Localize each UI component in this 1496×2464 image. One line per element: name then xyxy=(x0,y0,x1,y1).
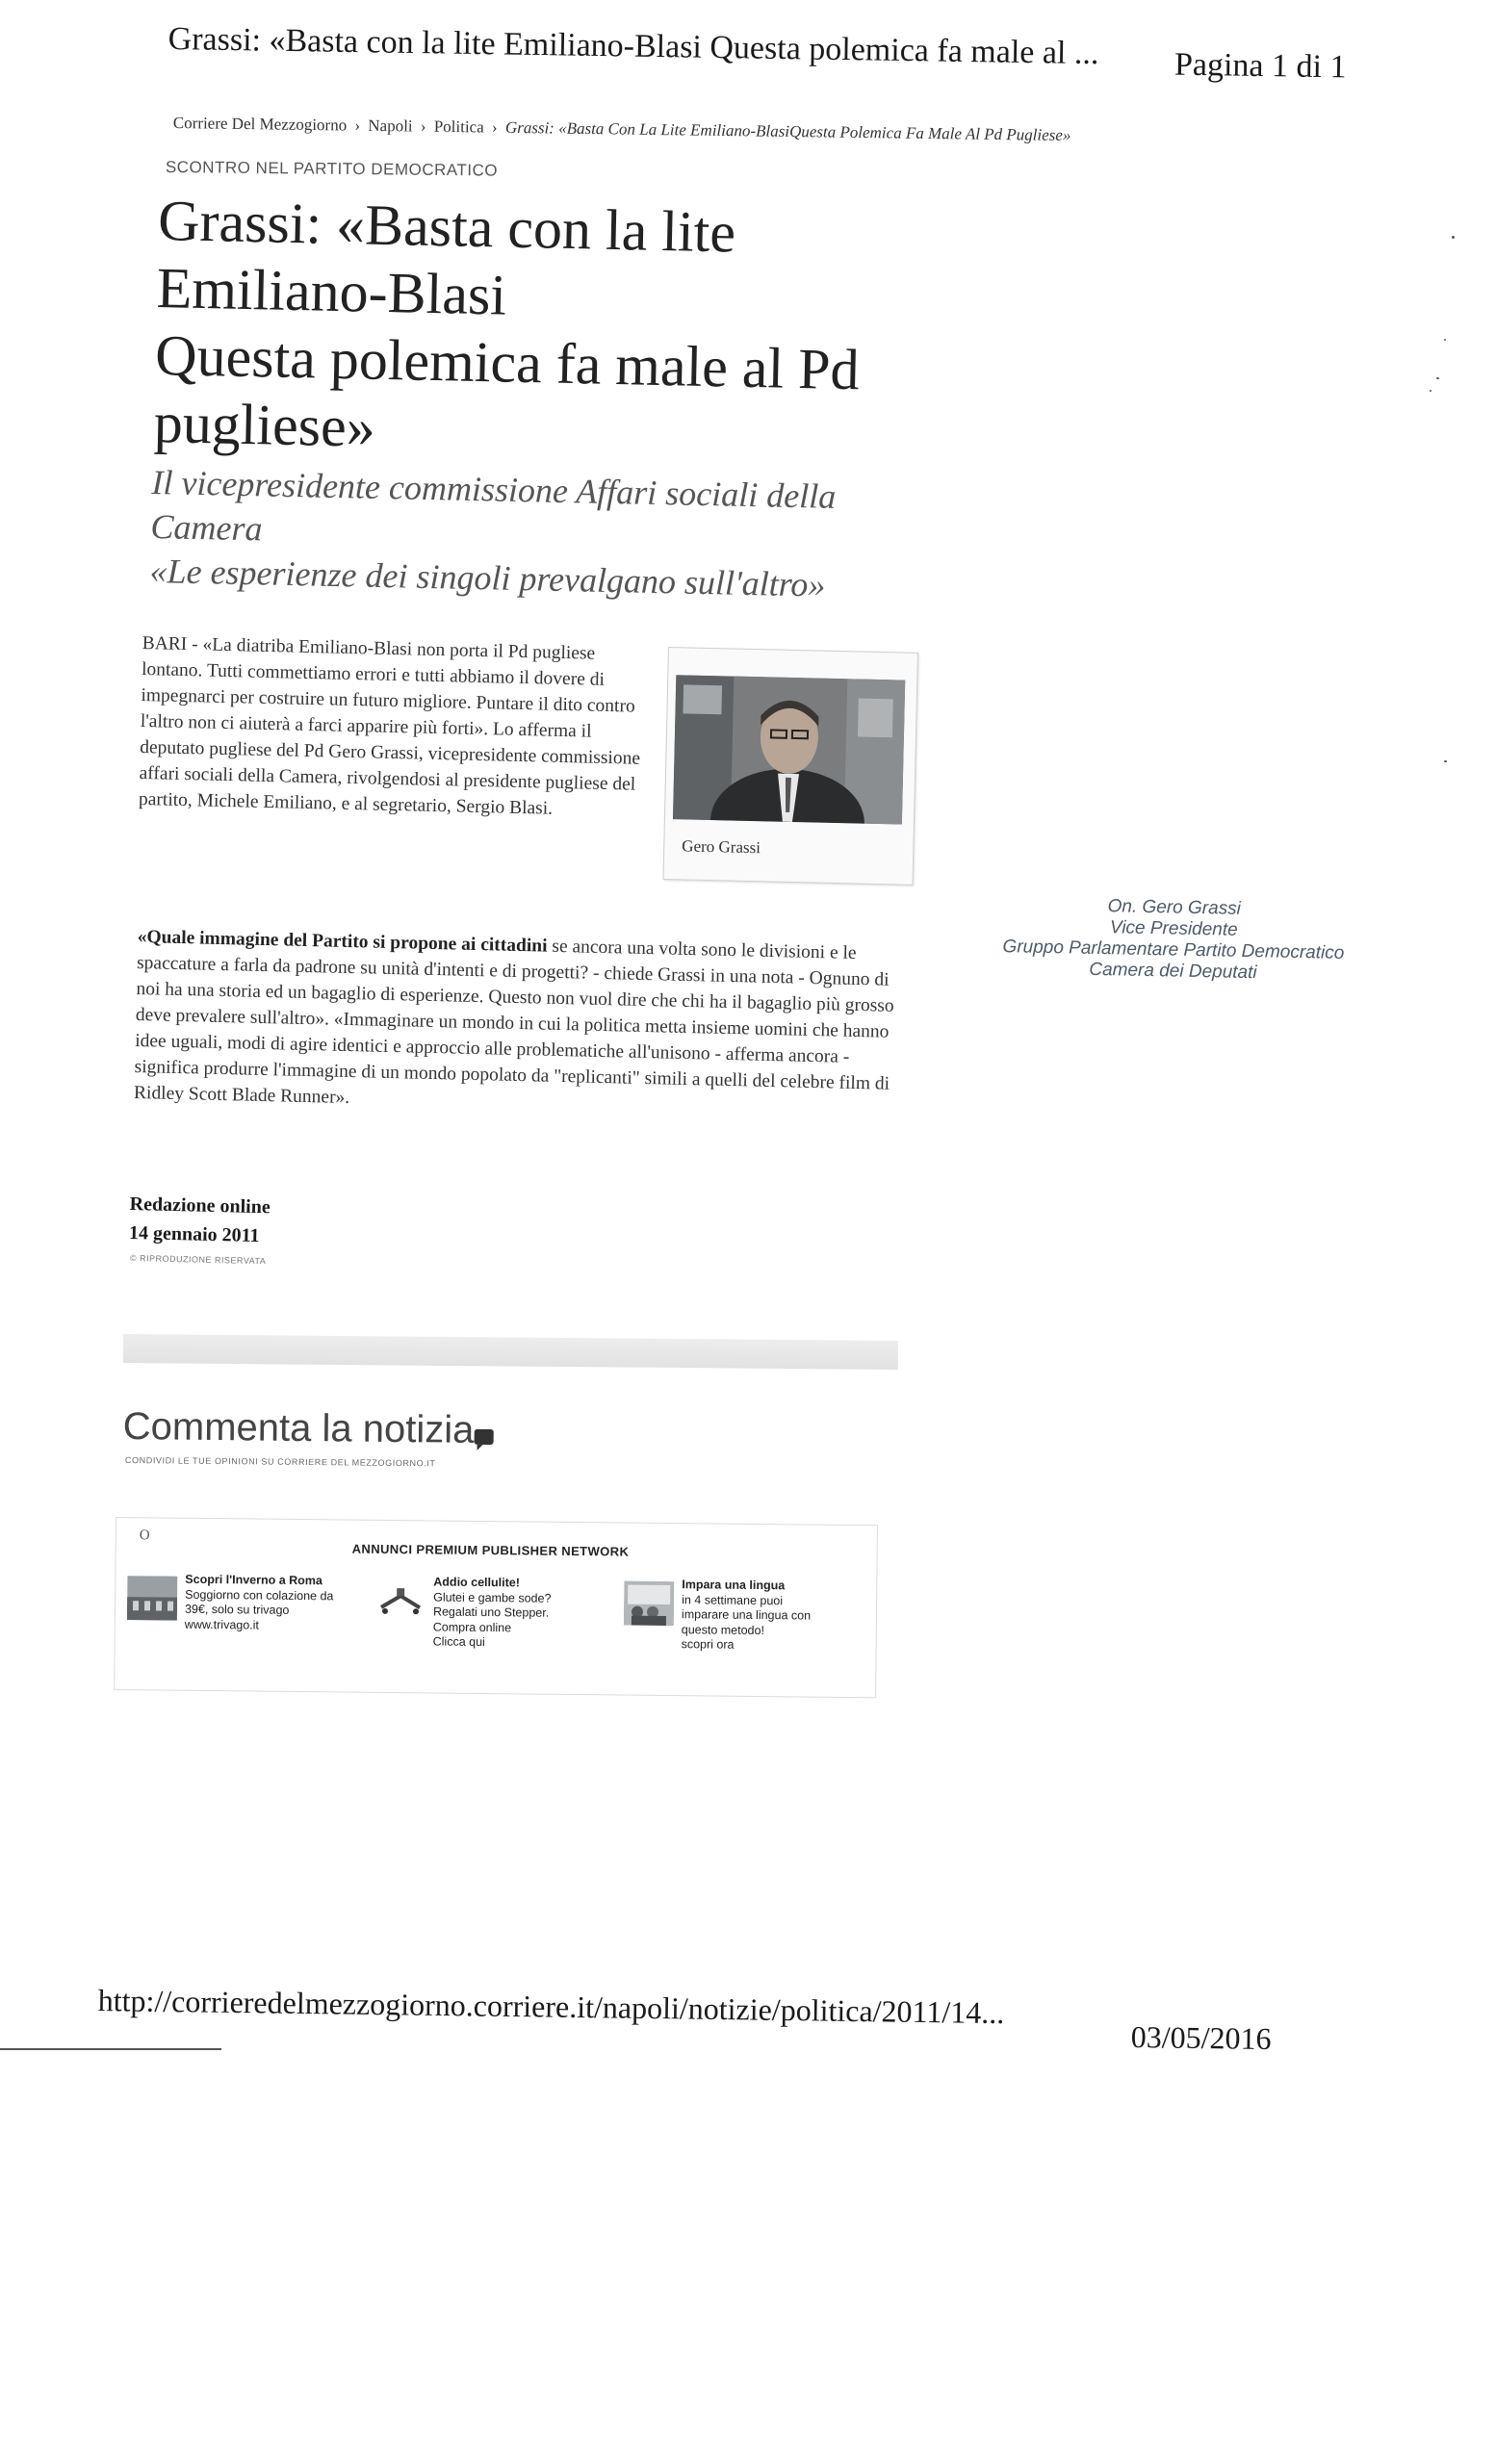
portrait-photo xyxy=(673,675,905,824)
breadcrumb-item-home[interactable]: Corriere Del Mezzogiorno xyxy=(172,114,348,135)
print-footer-url: http://corrieredelmezzogiorno.corriere.it/napoli/notizie/politica/2011/14... xyxy=(97,1983,1005,2031)
stepper-thumbnail-icon xyxy=(375,1578,426,1624)
print-page-number: Pagina 1 di 1 xyxy=(1174,46,1347,86)
ad-line: Compra online xyxy=(432,1619,512,1634)
ad-line: Soggiorno con colazione da xyxy=(185,1587,334,1603)
article-kicker: SCONTRO NEL PARTITO DEMOCRATICO xyxy=(165,158,499,180)
comments-subtitle: CONDIVIDI LE TUE OPINIONI SU CORRIERE DEL MEZZOGIORNO.IT xyxy=(124,1455,436,1469)
breadcrumb-current: Grassi: «Basta Con La Lite Emiliano-BlasiQuesta Polemica Fa Male Al Pd Pugliese» xyxy=(504,117,1071,145)
scan-speck xyxy=(1444,339,1446,341)
ad-item[interactable] xyxy=(127,1572,348,1632)
paragraph-2-text: se ancora una volta sono le divisioni e le spaccature a farla da padrone su unità d'intenti e di progetti? - chiede Grassi in una nota - Ognuno di noi ha una storia ed un bagaglio di esperienze. Questo non vuol dire che chi ha il bagaglio più grosso deve prevalere sull'altro». «Immaginare un mondo in cui la politica metta insieme uomini che hanno idee uguali, modi di agire identici e approccio alle problematiche all'unisono - afferma ancora - significa produrre l'immagine di un mondo popolato da "replicanti" simili a quelli del celebre film di Ridley Scott Blade Runner». xyxy=(133,936,894,1109)
print-header-title: Grassi: «Basta con la lite Emiliano-Blasi Questa polemica fa male al ... xyxy=(168,21,1099,72)
ad-link[interactable]: www.trivago.it xyxy=(184,1617,260,1632)
breadcrumb-item-napoli[interactable]: Napoli xyxy=(368,116,413,136)
stamp-line-4: Camera dei Deputati xyxy=(1089,959,1257,984)
ad-line: in 4 settimane puoi xyxy=(682,1592,784,1607)
article-subheadline xyxy=(149,460,922,609)
classroom-thumbnail-icon xyxy=(624,1581,674,1627)
article-paragraph-2 xyxy=(134,924,913,1123)
comments-title[interactable] xyxy=(123,1405,494,1452)
ad-line: imparare una lingua con xyxy=(681,1607,812,1623)
paragraph-2-lead: «Quale immagine del Partito si propone ai cittadini xyxy=(137,926,548,957)
article-signature xyxy=(129,1190,271,1250)
article-headline xyxy=(153,187,948,473)
article-paragraph-1: BARI - «La diatriba Emiliano-Blasi non porta il Pd pugliese lontano. Tutti commettiamo errori e tutti abbiamo il dovere di impegnarci per costruire un futuro migliore. Puntare il dito contro l'altro non ci aiuterà a farci apparire più forti». Lo afferma il deputato pugliese del Pd Gero Grassi, vicepresidente commissione affari sociali della Camera, rivolgendosi al presidente pugliese del partito, Michele Emiliano, e al segretario, Sergio Blasi. xyxy=(138,632,641,819)
ad-title: Impara una lingua xyxy=(682,1578,786,1593)
subhead-line-1: Il vicepresidente commissione Affari sociali della Camera xyxy=(150,462,837,549)
ads-title: ANNUNCI PREMIUM PUBLISHER NETWORK xyxy=(351,1541,630,1559)
scan-speck xyxy=(1430,390,1432,392)
breadcrumb-separator: › xyxy=(491,117,498,137)
ad-title: Scopri l'Inverno a Roma xyxy=(185,1572,322,1588)
divider-bar xyxy=(123,1334,898,1370)
colosseum-thumbnail-icon xyxy=(127,1576,177,1621)
breadcrumb-separator: › xyxy=(420,116,426,136)
photo-caption: Gero Grassi xyxy=(682,836,761,858)
stamp-line-3: Gruppo Parlamentare Partito Democratico xyxy=(1002,937,1345,963)
scan-artifact-line xyxy=(0,2048,221,2050)
scan-speck xyxy=(1444,760,1447,762)
deputy-stamp xyxy=(946,893,1401,987)
scan-speck xyxy=(1452,236,1455,239)
subhead-line-2: «Le esperienze dei singoli prevalgano sull'altro» xyxy=(149,551,826,604)
ads-marker: O xyxy=(139,1527,150,1544)
comment-bubble-icon xyxy=(474,1429,493,1445)
article-author: Redazione online xyxy=(129,1193,271,1219)
ad-link[interactable]: scopri ora xyxy=(681,1637,735,1652)
copyright-notice: © RIPRODUZIONE RISERVATA xyxy=(129,1253,267,1267)
ad-item[interactable] xyxy=(375,1575,597,1650)
scan-speck xyxy=(1436,377,1439,379)
ad-item[interactable] xyxy=(624,1578,845,1652)
ad-line: Regalati uno Stepper. xyxy=(432,1604,550,1620)
ad-link[interactable]: Clicca qui xyxy=(432,1634,485,1650)
photo-box xyxy=(663,647,918,886)
headline-line-1: Grassi: «Basta con la lite Emiliano-Blasi xyxy=(156,188,736,327)
breadcrumb-item-politica[interactable]: Politica xyxy=(433,116,484,137)
stamp-line-2: Vice Presidente xyxy=(1109,917,1238,940)
print-footer-date: 03/05/2016 xyxy=(1130,2019,1272,2057)
stamp-line-1: On. Gero Grassi xyxy=(1107,896,1242,919)
ad-line: 39€, solo su trivago xyxy=(184,1602,290,1617)
headline-line-2: Questa polemica fa male al Pd pugliese» xyxy=(153,322,861,459)
ad-title: Addio cellulite! xyxy=(433,1575,520,1590)
breadcrumb-separator: › xyxy=(354,116,361,135)
ad-line: questo metodo! xyxy=(681,1622,765,1637)
ads-box xyxy=(114,1517,878,1698)
comments-title-text: Commenta la notizia xyxy=(122,1405,475,1451)
article-date: 14 gennaio 2011 xyxy=(128,1221,260,1247)
breadcrumb xyxy=(173,114,1071,145)
ad-line: Glutei e gambe sode? xyxy=(433,1589,552,1605)
